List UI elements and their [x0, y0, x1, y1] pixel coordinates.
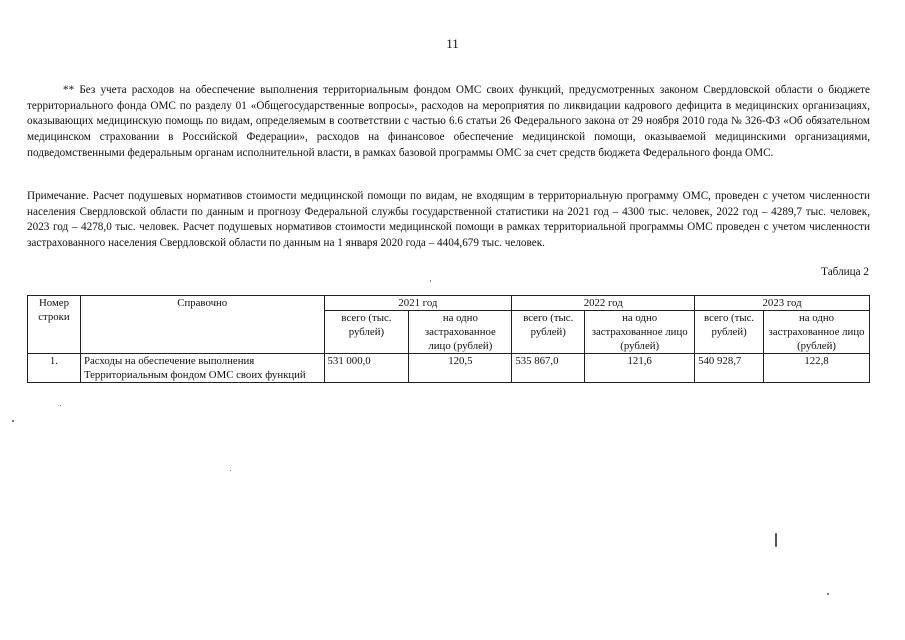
note-paragraph: Примечание. Расчет подушевых нормативов стоимости медицинской помощи по видам, не входящим в территориальную программу ОМС, проведен с учетом численности населения Свердловской области по данным и прогнозу Федеральной службы государственной статистики на 2021 год – 4300 тыс. человек, 2022 год – 4289,7 тыс. человек, 2023 год – 4278,0 тыс. человек. Расчет подушевых нормативов стоимости медицинской помощи в рамках территориальной программы ОМС проведен с учетом численности застрахованного населения Свердловской области по данным на 1 января 2020 года – 4404,679 тыс. человек.	[27, 190, 870, 249]
scan-speck	[827, 593, 829, 595]
header-total-2022: всего (тыс. рублей)	[512, 311, 585, 354]
header-year-2022: 2022 год	[512, 296, 695, 311]
per-insured-2021-cell: 120,5	[409, 354, 512, 383]
row-label: Расходы на обеспечение выполнения Территориальным фондом ОМС своих функций	[80, 354, 324, 383]
header-per-insured-2022: на одно застрахованное лицо (рублей)	[585, 311, 695, 354]
data-table	[27, 295, 870, 383]
scan-speck	[230, 470, 231, 471]
scan-speck	[430, 280, 431, 282]
scan-speck	[775, 533, 777, 547]
header-reference: Справочно	[80, 296, 324, 354]
total-2021-cell: 531 000,0	[324, 354, 409, 383]
row-number: 1.	[28, 354, 81, 383]
footnote-paragraph: ** Без учета расходов на обеспечение выполнения территориальным фондом ОМС своих функций, предусмотренных законом Свердловской области о бюджете территориального фонда ОМС по разделу 01 «Общегосударственные вопросы», расходов на мероприятия по ликвидации кадрового дефицита в медицинских организациях, оказывающих медицинскую помощь по видам, определяемым в соответствии с частью 6.6 статьи 26 Федерального закона от 29 ноября 2010 года № 326-ФЗ «Об обязательном медицинском страховании в Российской Федерации», расходов на финансовое обеспечение медицинской помощи, оказываемой медицинскими организациями, подведомственными федеральным органам исполнительной власти, в рамках базовой программы ОМС за счет средств бюджета Федерального фонда ОМС.	[27, 84, 870, 159]
header-year-2021: 2021 год	[324, 296, 512, 311]
header-per-insured-2023: на одно застрахованное лицо (рублей)	[764, 311, 870, 354]
header-total-2021: всего (тыс. рублей)	[324, 311, 409, 354]
scan-speck	[12, 420, 14, 422]
header-row-number: Номер строки	[28, 296, 81, 354]
per-insured-2023-cell: 122,8	[764, 354, 870, 383]
scan-speck	[60, 405, 61, 406]
page-number: 11	[446, 36, 459, 51]
header-total-2023: всего (тыс. рублей)	[695, 311, 764, 354]
total-2023-cell: 540 928,7	[695, 354, 764, 383]
header-year-2023: 2023 год	[695, 296, 870, 311]
table-row	[28, 354, 870, 383]
header-per-insured-2021: на одно застрахованное лицо (рублей)	[409, 311, 512, 354]
per-insured-2022-cell: 121,6	[585, 354, 695, 383]
table-caption: Таблица 2	[821, 266, 869, 278]
total-2022-cell: 535 867,0	[512, 354, 585, 383]
